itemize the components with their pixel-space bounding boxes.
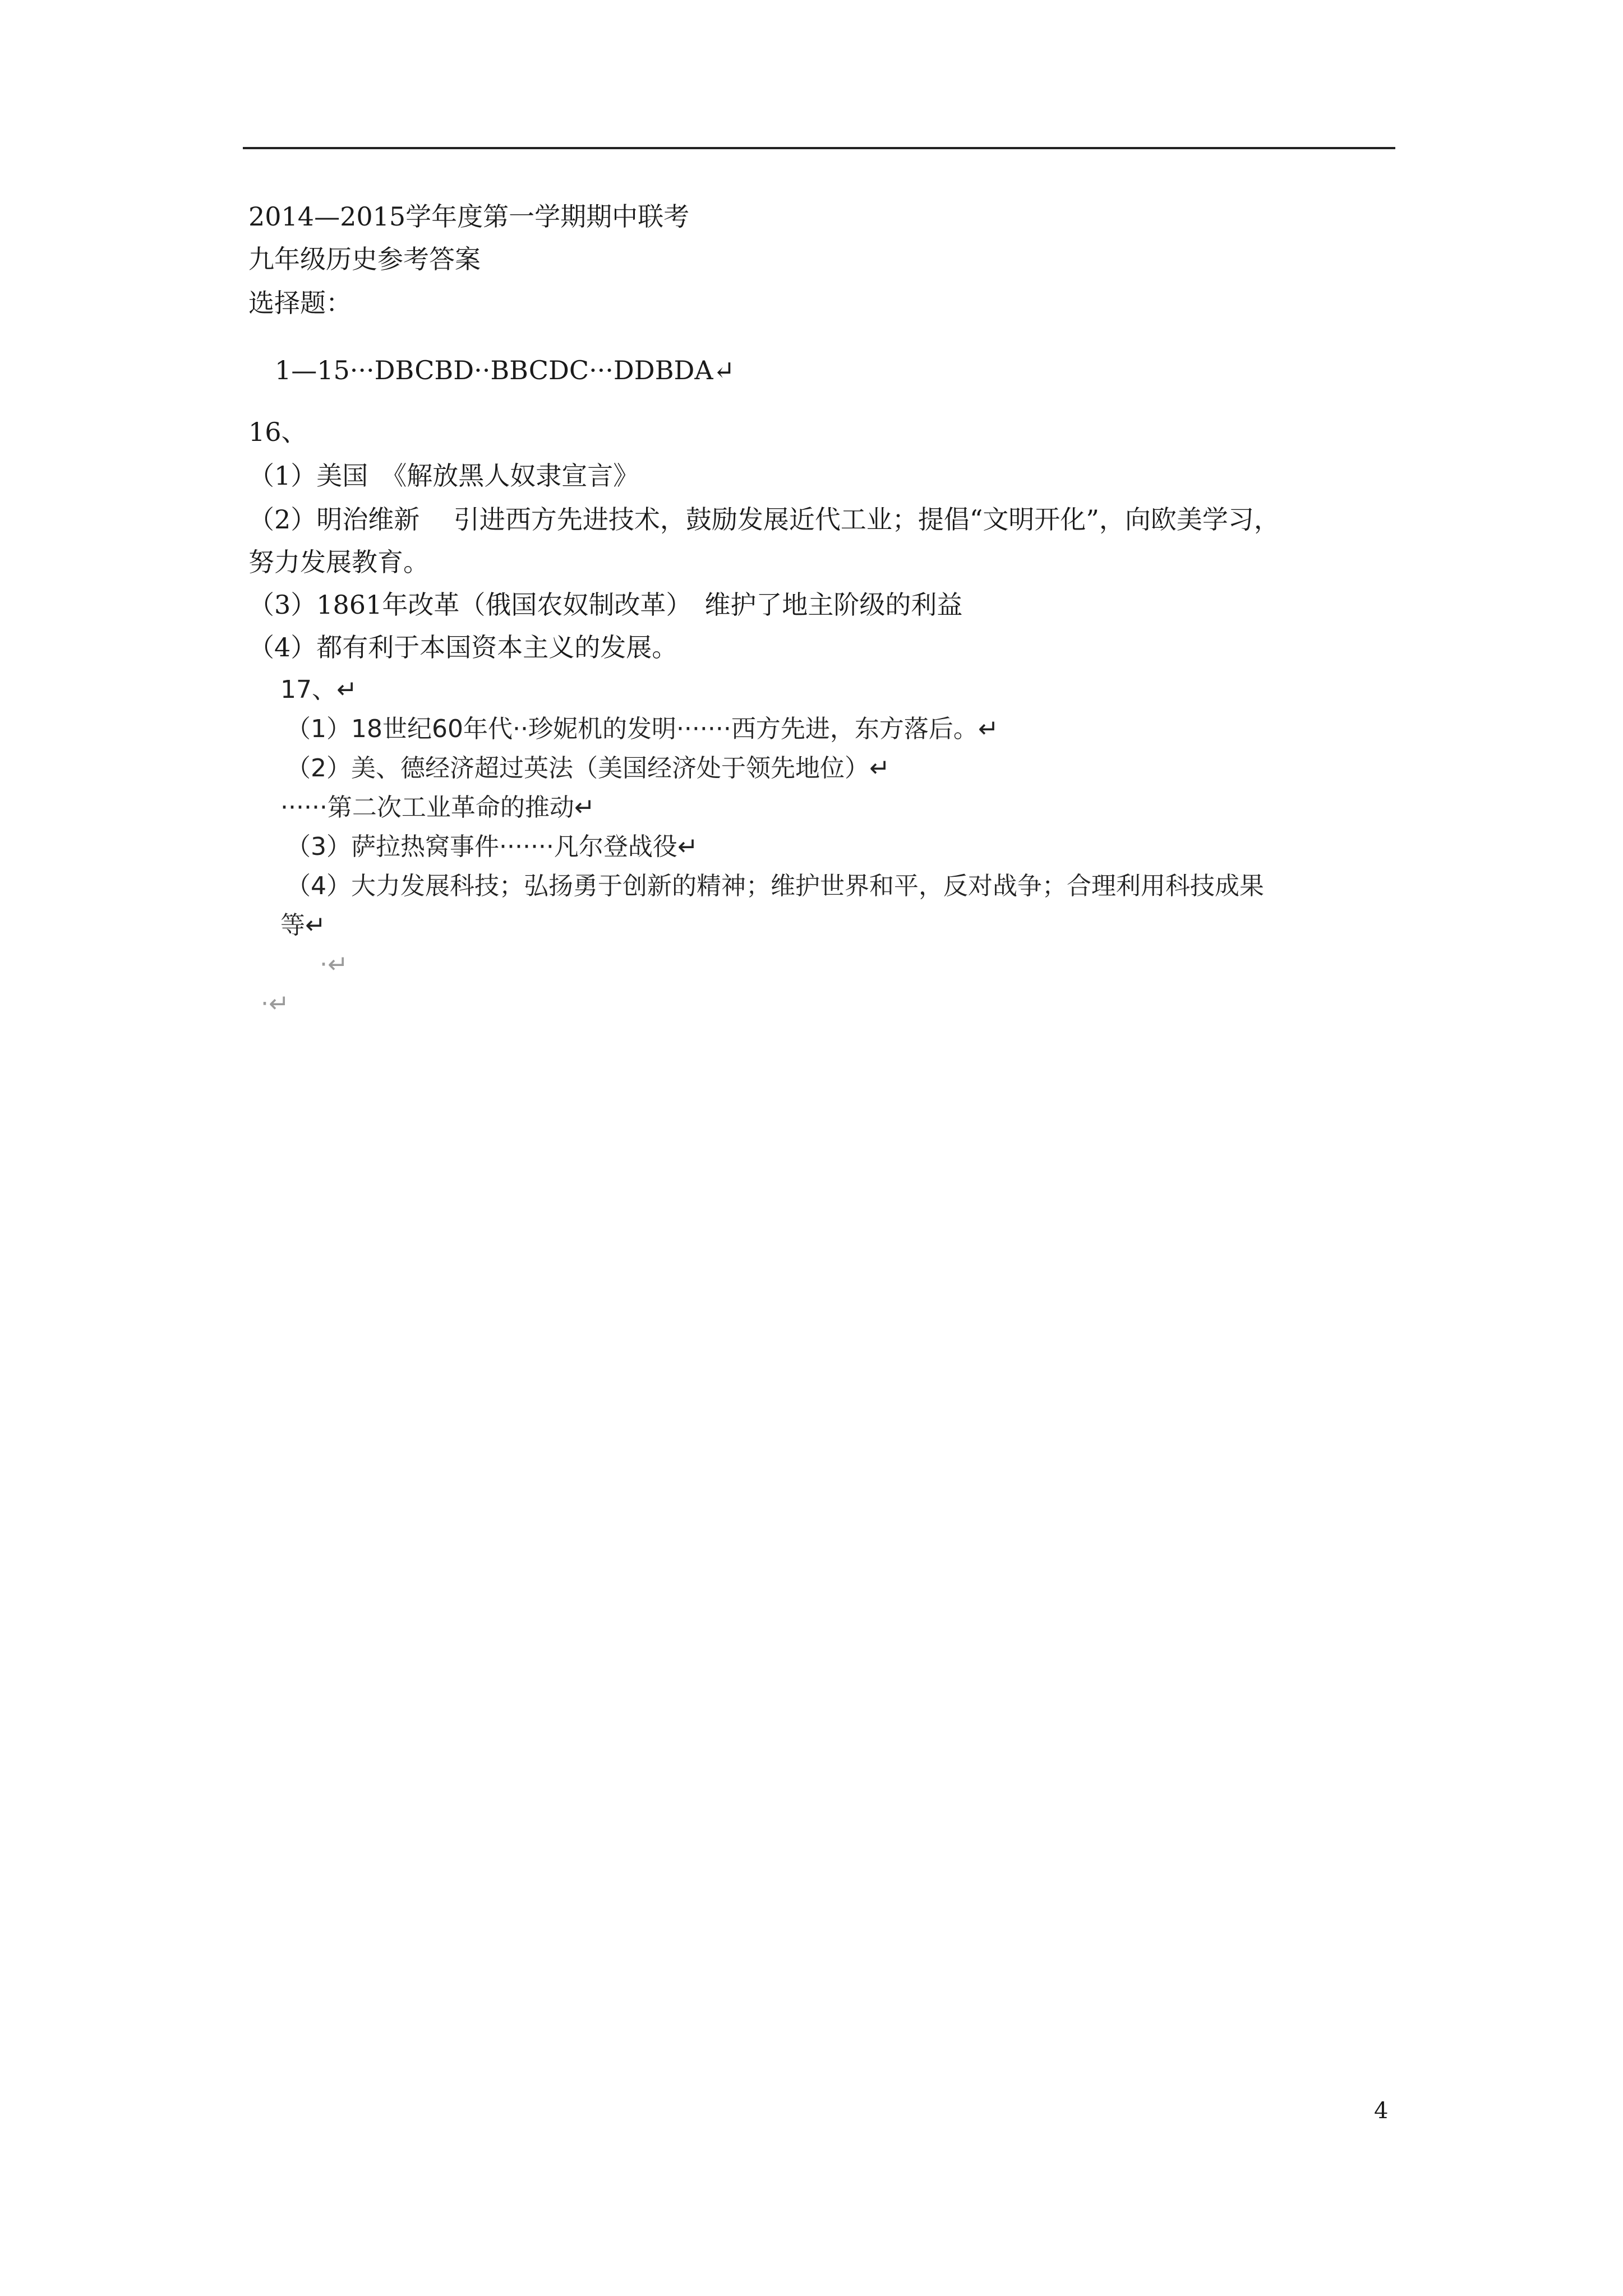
q17-label: 17、↵: [280, 675, 357, 704]
q17-item-2-cont: ······第二次工业革命的推动↵: [280, 793, 595, 822]
q16-item-2: （2）明治维新 引进西方先进技术，鼓励发展近代工业；提倡“文明开化”，向欧美学习，: [248, 504, 1280, 535]
doc-title: 2014—2015学年度第一学期期中联考: [248, 201, 690, 232]
q17-item-4-cont: 等↵: [280, 911, 326, 940]
q16-label: 16、: [248, 417, 307, 447]
q17-item-3: （3）萨拉热窝事件·······凡尔登战役↵: [286, 832, 698, 861]
q16-item-2-cont: 努力发展教育。: [248, 547, 429, 577]
empty-paragraph-mark-2: ·↵: [261, 990, 289, 1018]
doc-subtitle: 九年级历史参考答案: [248, 244, 481, 274]
q16-item-1: （1）美国 《解放黑人奴隶宣言》: [248, 461, 639, 491]
empty-paragraph-mark-1: ·↵: [320, 950, 348, 979]
choice-answers: 1—15···DBCBD··BBCDC···DDBDA↵: [275, 355, 735, 385]
header-rule: [243, 147, 1395, 149]
q17-item-4: （4）大力发展科技；弘扬勇于创新的精神；维护世界和平，反对战争；合理利用科技成果: [286, 872, 1264, 900]
section-choice-label: 选择题：: [248, 288, 352, 318]
q17-item-2: （2）美、德经济超过英法（美国经济处于领先地位）↵: [286, 754, 890, 783]
q16-item-4: （4）都有利于本国资本主义的发展。: [248, 632, 678, 662]
q16-item-3: （3）1861年改革（俄国农奴制改革） 维护了地主阶级的利益: [248, 590, 963, 620]
q17-item-1: （1）18世纪60年代··珍妮机的发明·······西方先进，东方落后。↵: [286, 715, 999, 743]
page-number: 4: [1374, 2098, 1389, 2124]
